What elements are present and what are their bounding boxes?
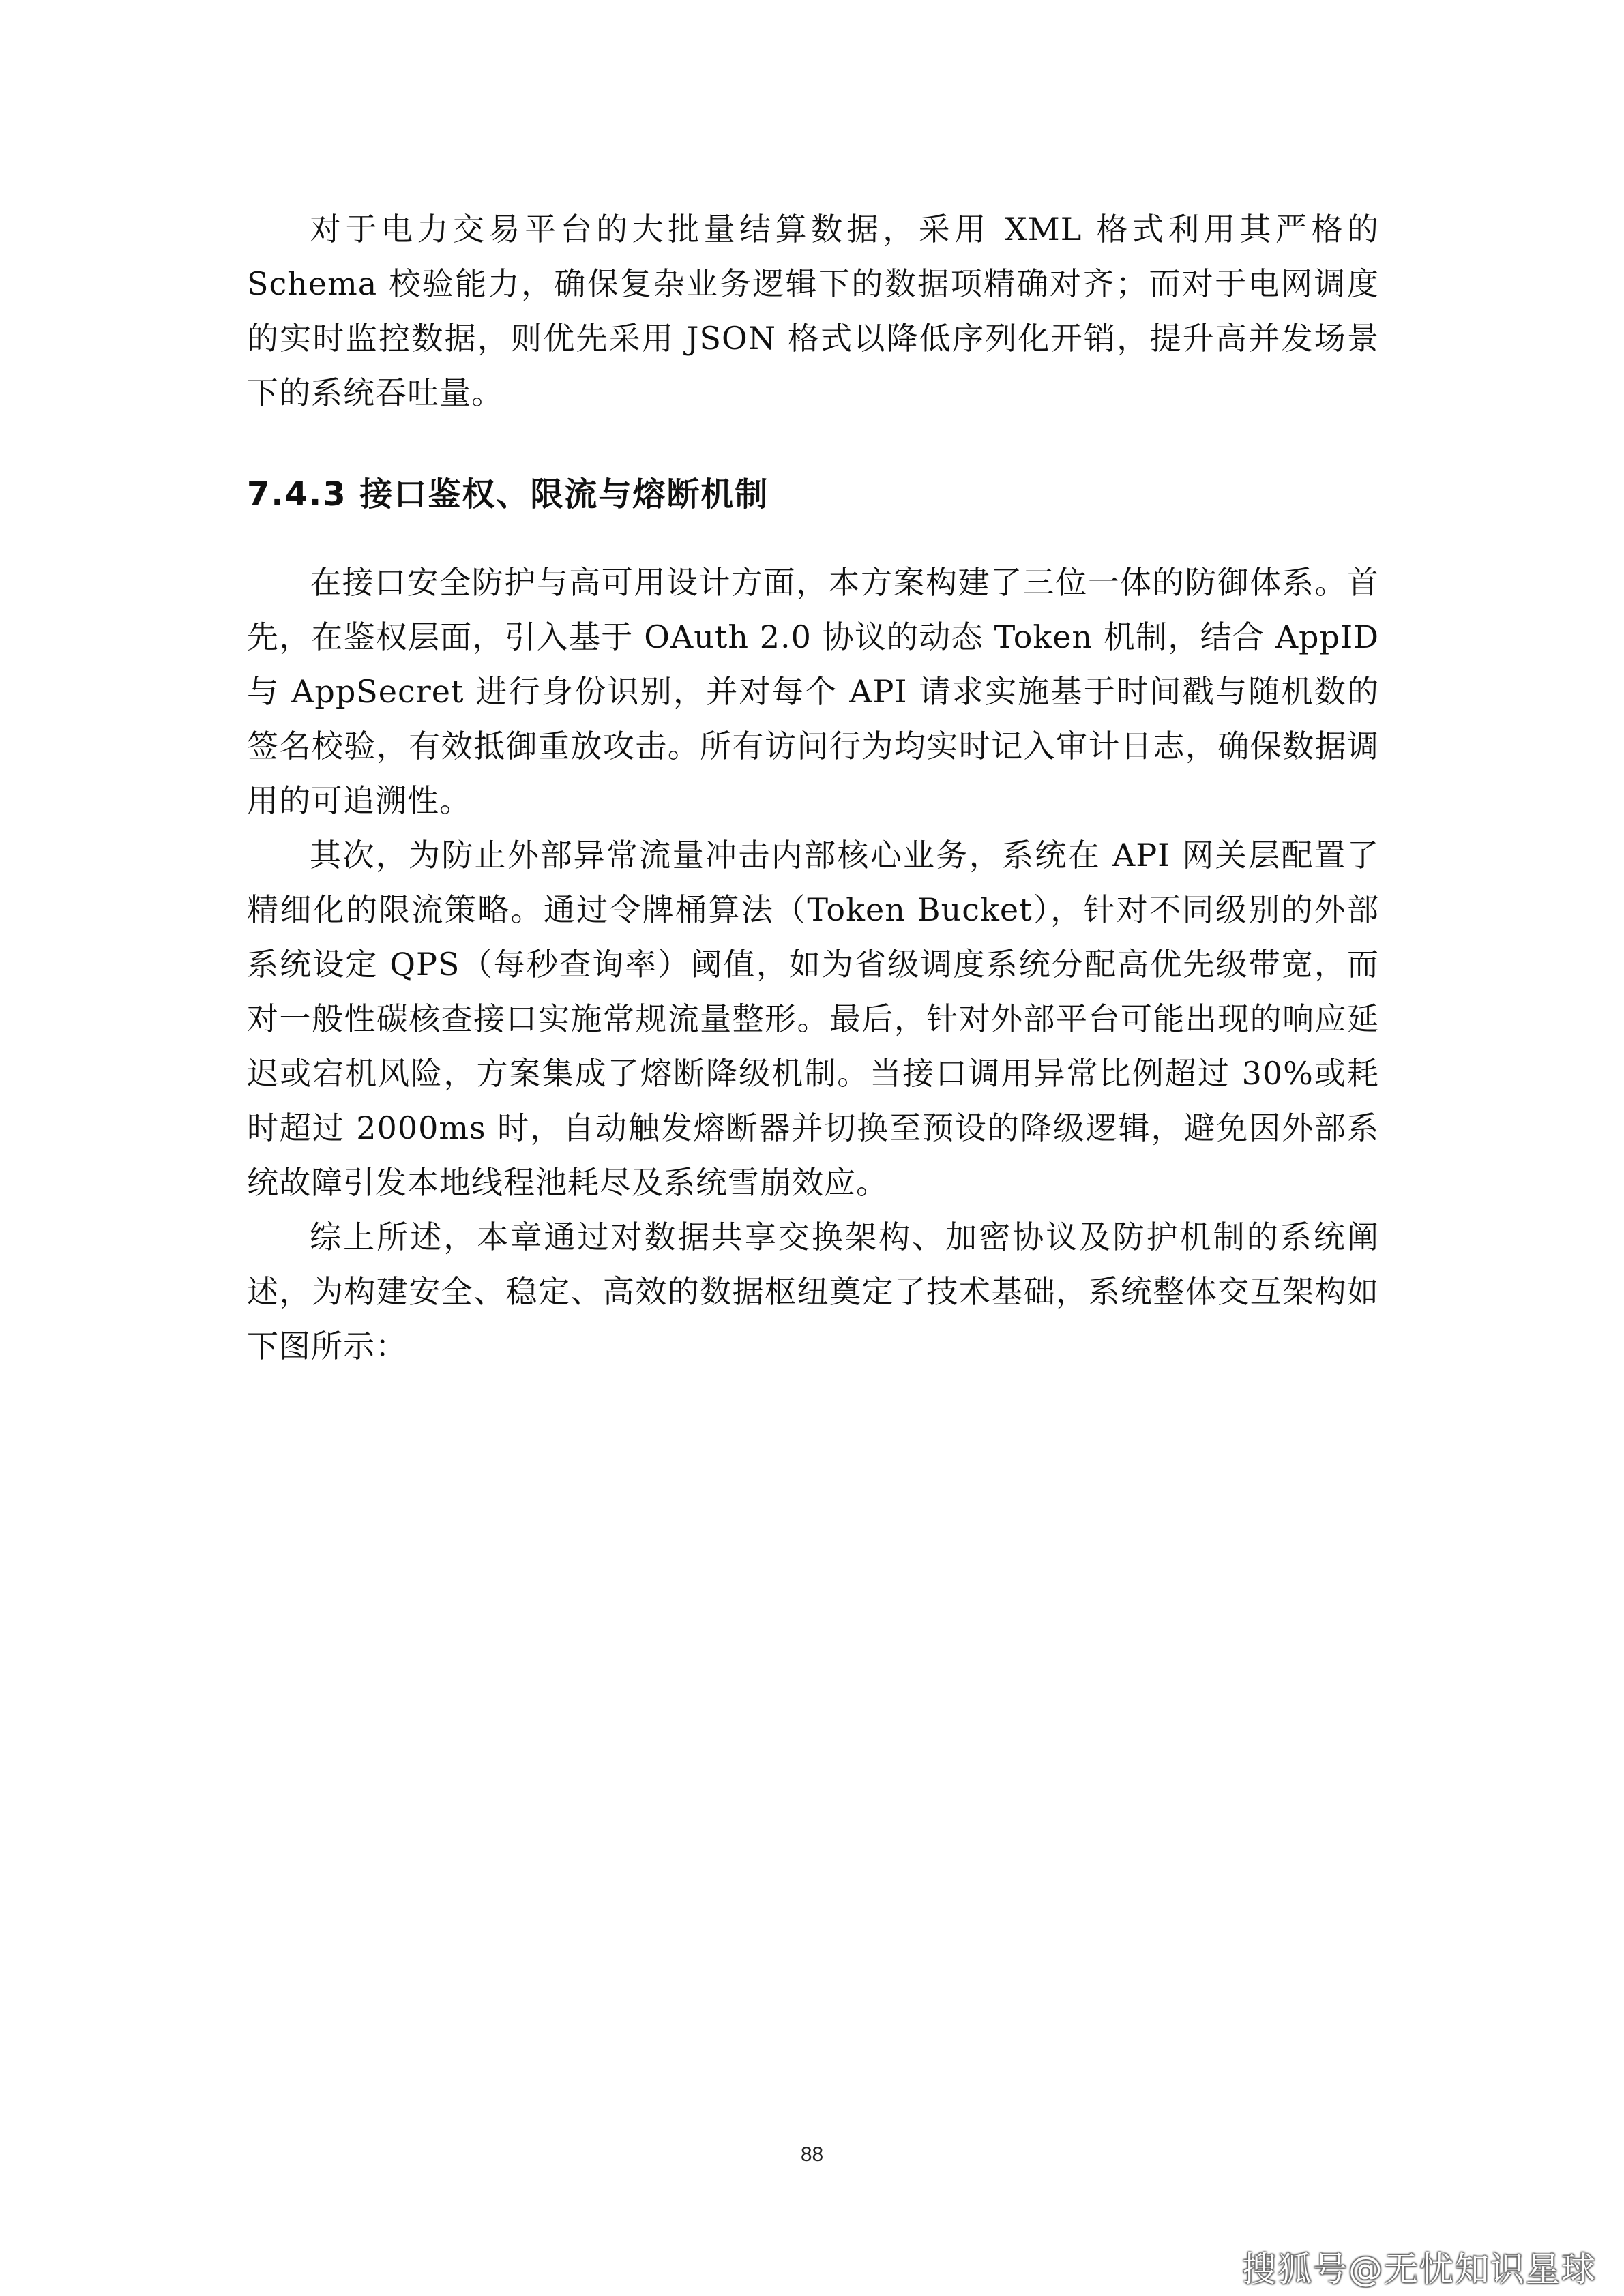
source-watermark: 搜狐号@无忧知识星球 — [1242, 2250, 1597, 2289]
body-paragraph-summary: 综上所述，本章通过对数据共享交换架构、加密协议及防护机制的系统阐述，为构建安全、稳定、高效的数据枢纽奠定了技术基础，系统整体交互架构如下图所示： — [247, 1219, 1379, 1365]
page-content — [247, 202, 1379, 1373]
body-paragraph-authentication: 在接口安全防护与高可用设计方面，本方案构建了三位一体的防御体系。首先，在鉴权层面，引入基于 OAuth 2.0 协议的动态 Token 机制，结合 AppID 与 AppSecret 进行身份识别，并对每个 API 请求实施基于时间戳与随机数的签名校验，有效抵御重放攻击。所有访问行为均实时记入审计日志，确保数据调用的可追溯性。 — [247, 564, 1379, 819]
body-paragraph-rate-limiting: 其次，为防止外部异常流量冲击内部核心业务，系统在 API 网关层配置了精细化的限流策略。通过令牌桶算法（Token Bucket），针对不同级别的外部系统设定 QPS（每秒查询率）阈值，如为省级调度系统分配高优先级带宽，而对一般性碳核查接口实施常规流量整形。最后，针对外部平台可能出现的响应延迟或宕机风险，方案集成了熔断降级机制。当接口调用异常比例超过 30%或耗时超过 2000ms 时，自动触发熔断器并切换至预设的降级逻辑，避免因外部系统故障引发本地线程池耗尽及系统雪崩效应。 — [247, 837, 1379, 1201]
section-heading: 7.4.3 接口鉴权、限流与熔断机制 — [247, 475, 769, 513]
intro-paragraph: 对于电力交易平台的大批量结算数据，采用 XML 格式利用其严格的 Schema 校验能力，确保复杂业务逻辑下的数据项精确对齐；而对于电网调度的实时监控数据，则优先采用 JSON 格式以降低序列化开销，提升高并发场景下的系统吞吐量。 — [247, 211, 1379, 411]
page-number: 88 — [800, 2143, 824, 2166]
